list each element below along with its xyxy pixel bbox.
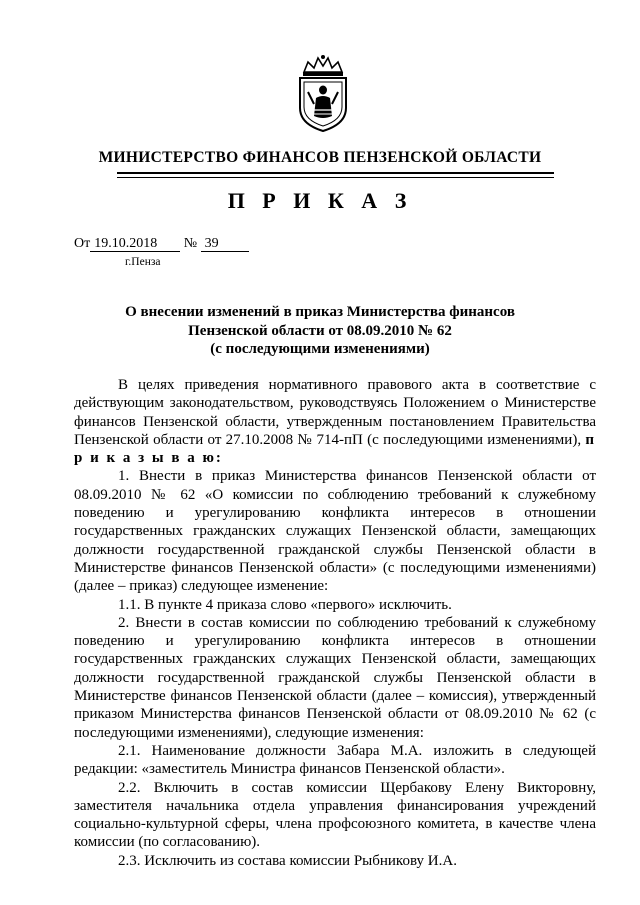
subject-line-1: О внесении изменений в приказ Министерства финансов bbox=[125, 304, 515, 320]
date-prefix: От bbox=[74, 236, 91, 251]
subject-line-3: (с последующими изменениями) bbox=[210, 341, 430, 357]
document-meta bbox=[74, 236, 249, 252]
ministry-name: МИНИСТЕРСТВО ФИНАНСОВ ПЕНЗЕНСКОЙ ОБЛАСТИ bbox=[98, 149, 542, 166]
paragraph-2-2: 2.2. Включить в состав комиссии Щербакову Елену Викторовну, заместителя начальника отдела управления финансирования учреждений социально-культурной сферы, члена профсоюзного комитета, в качестве члена комиссии (по согласованию). bbox=[74, 779, 596, 851]
order-word: п р и к а з ы в а ю: bbox=[74, 431, 597, 467]
header-rule-thick bbox=[117, 172, 554, 174]
paragraph-2-1: 2.1. Наименование должности Забара М.А. изложить в следующей редакции: «заместитель Министра финансов Пензенской области». bbox=[74, 742, 596, 778]
document-title: П Р И К А З bbox=[227, 188, 413, 213]
paragraph-2-3: 2.3. Исключить из состава комиссии Рыбникову И.А. bbox=[118, 852, 457, 869]
header-rule-thin bbox=[117, 177, 554, 178]
subject-line-2: Пензенской области от 08.09.2010 № 62 bbox=[188, 322, 452, 339]
number-prefix: № bbox=[183, 236, 198, 251]
paragraph-1-1: 1.1. В пункте 4 приказа слово «первого» исключить. bbox=[118, 596, 452, 613]
penza-coat-of-arms-icon bbox=[294, 54, 352, 134]
document-number: 39 bbox=[201, 236, 249, 252]
document-date: 19.10.2018 bbox=[90, 236, 180, 252]
document-body bbox=[74, 376, 596, 870]
document-subject bbox=[0, 303, 640, 359]
preamble-text: В целях приведения нормативного правового акта в соответствие с действующим законодательством, руководствуясь Положением о Министерстве финансов Пензенской области, утвержденным постановлением Правительства Пензенской области от 27.10.2008 № 714-пП (с последующими изменениями), bbox=[74, 377, 596, 448]
document-city: г.Пенза bbox=[125, 256, 161, 268]
paragraph-2: 2. Внести в состав комиссии по соблюдению требований к служебному поведению и урегулированию конфликта интересов в отношении государственных гражданских служащих Пензенской области, замещающих должности государственной гражданской службы Пензенской области в Министерстве финансов Пензенской области (далее – комиссия), утвержденный приказом Министерства финансов Пензенской области от 08.09.2010 № 62 (с последующими изменениями), следующие изменения: bbox=[74, 614, 596, 741]
paragraph-preamble bbox=[74, 376, 596, 467]
paragraph-1: 1. Внести в приказ Министерства финансов Пензенской области от 08.09.2010 № 62 «О комиссии по соблюдению требований к служебному поведению и урегулированию конфликта интересов в отношении государственных гражданских служащих Пензенской области, замещающих должности государственной гражданской службы Пензенской области в Министерстве финансов Пензенской области» (с последующими изменениями) (далее – приказ) следующее изменение: bbox=[74, 468, 596, 595]
